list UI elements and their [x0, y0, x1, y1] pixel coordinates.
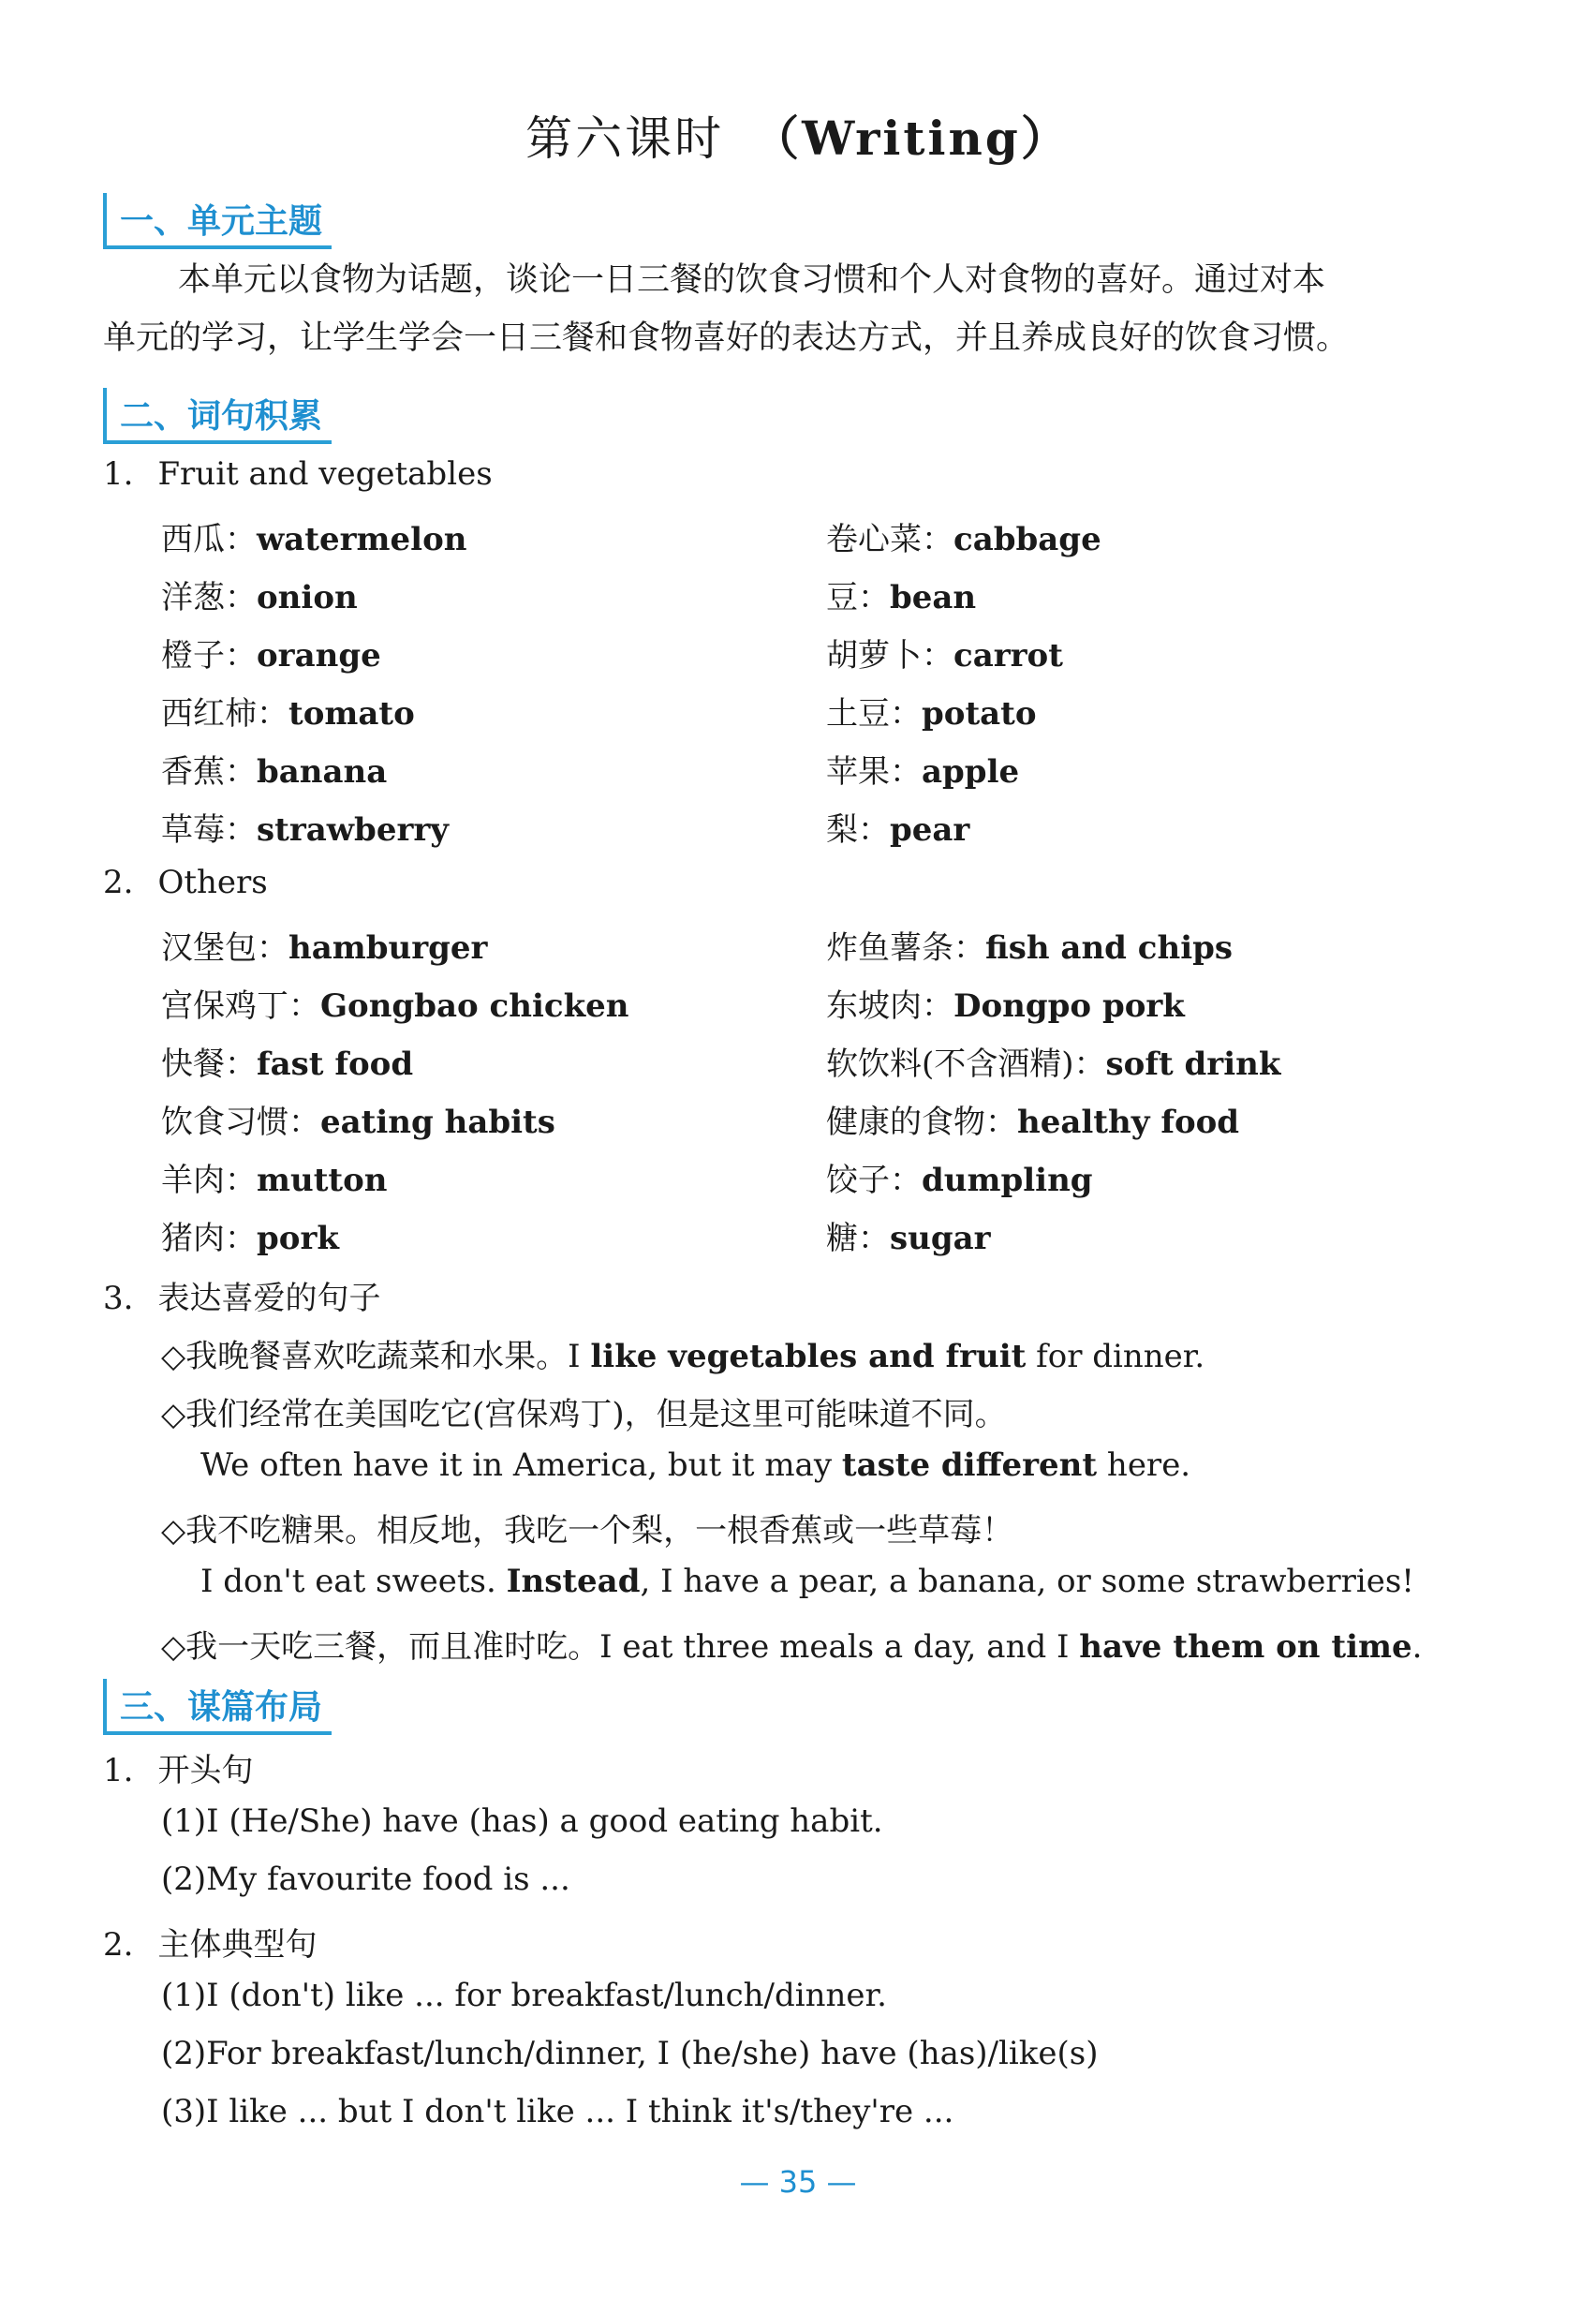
page-title [0, 101, 1596, 169]
vocab-zh: 饺子： [826, 1162, 922, 1199]
vocab-item [161, 1212, 339, 1258]
vocab-zh: 草莓： [161, 811, 257, 849]
vocab-zh: 软饮料(不含酒精)： [826, 1046, 1106, 1083]
vocab-en: potato [922, 695, 1037, 733]
vocab-en: cabbage [953, 521, 1101, 558]
section-3-heading: 三、谋篇布局 [103, 1679, 332, 1735]
vocab-zh: 橙子： [161, 637, 257, 675]
vocab-en: eating habits [320, 1104, 555, 1141]
vocab-en: watermelon [257, 521, 467, 558]
opening-title: 1. 开头句 [103, 1752, 254, 1789]
vocab-item [826, 922, 1233, 968]
vocab-zh: 健康的食物： [826, 1104, 1017, 1141]
section-1-heading: 一、单元主题 [103, 193, 332, 249]
vocab-item [826, 688, 1037, 734]
title-zh: 第六课时 [525, 111, 725, 166]
vocab-en: strawberry [257, 811, 450, 849]
vocab-en: onion [257, 579, 358, 616]
vocab-zh: 饮食习惯： [161, 1104, 320, 1141]
vocab-en: fast food [257, 1046, 414, 1083]
vocab-en: banana [257, 753, 388, 791]
vocab-en: Gongbao chicken [320, 987, 629, 1025]
vocab-item [826, 980, 1185, 1026]
vocab-zh: 猪肉： [161, 1220, 257, 1257]
vocab-item [826, 571, 976, 617]
vocab-item [161, 804, 449, 850]
vocab-item [826, 630, 1063, 675]
vocab-zh: 苹果： [826, 753, 922, 791]
vocab-en: fish and chips [985, 929, 1234, 967]
vocab-en: soft drink [1105, 1046, 1281, 1083]
vocab-zh: 卷心菜： [826, 521, 953, 558]
vocab-zh: 豆： [826, 579, 890, 616]
vocab-en: orange [257, 637, 381, 675]
vocab-en: pear [890, 811, 970, 849]
opening-item-1: (1)I (He/She) have (has) a good eating habit. [161, 1802, 883, 1840]
vocab-item [826, 1038, 1280, 1084]
vocab-zh: 炸鱼薯条： [826, 929, 985, 967]
vocab-en: apple [922, 753, 1020, 791]
sentence-3-en: I don't eat sweets. Instead, I have a pear, a banana, or some strawberries! [200, 1563, 1414, 1600]
sentence-2-zh: ◇我们经常在美国吃它(宫保鸡丁)，但是这里可能味道不同。 [161, 1396, 1007, 1433]
vocab-en: carrot [953, 637, 1063, 675]
vocab-item [826, 1096, 1239, 1142]
vocab-zh: 羊肉： [161, 1162, 257, 1199]
vocab-item [826, 1212, 991, 1258]
group-3-title: 3. 表达喜爱的句子 [103, 1280, 381, 1317]
vocab-item [161, 630, 381, 675]
vocab-zh: 西红柿： [161, 695, 288, 733]
vocab-item [826, 746, 1019, 792]
sentence-2-en: We often have it in America, but it may taste different here. [200, 1446, 1191, 1484]
group-2-title: 2. Others [103, 864, 268, 901]
vocab-item [161, 1096, 555, 1142]
vocab-en: hamburger [288, 929, 488, 967]
vocab-item [161, 1154, 388, 1200]
group-1-title: 1. Fruit and vegetables [103, 455, 493, 493]
vocab-zh: 胡萝卜： [826, 637, 953, 675]
vocab-zh: 快餐： [161, 1046, 257, 1083]
sentence-4: ◇我一天吃三餐，而且准时吃。I eat three meals a day, and I have them on time. [161, 1628, 1423, 1666]
vocab-en: pork [257, 1220, 339, 1257]
vocab-en: bean [890, 579, 977, 616]
vocab-zh: 汉堡包： [161, 929, 288, 967]
theme-line-2: 单元的学习，让学生学会一日三餐和食物喜好的表达方式，并且养成良好的饮食习惯。 [103, 319, 1350, 357]
vocab-zh: 土豆： [826, 695, 922, 733]
vocab-zh: 西瓜： [161, 521, 257, 558]
title-en: （Writing） [752, 111, 1071, 166]
vocab-zh: 香蕉： [161, 753, 257, 791]
vocab-item [826, 513, 1101, 559]
vocab-item [161, 1038, 413, 1084]
vocab-en: dumpling [922, 1162, 1093, 1199]
page-number: — 35 — [739, 2164, 857, 2200]
vocab-item [161, 571, 358, 617]
vocab-item [161, 980, 628, 1026]
vocab-item [161, 513, 466, 559]
body-item-3: (3)I like ... but I don't like ... I think it's/they're ... [161, 2093, 954, 2130]
opening-item-2: (2)My favourite food is ... [161, 1861, 570, 1898]
vocab-en: Dongpo pork [953, 987, 1185, 1025]
vocab-item [826, 804, 969, 850]
vocab-zh: 梨： [826, 811, 890, 849]
vocab-zh: 洋葱： [161, 579, 257, 616]
vocab-zh: 糖： [826, 1220, 890, 1257]
vocab-zh: 东坡肉： [826, 987, 953, 1025]
vocab-en: healthy food [1017, 1104, 1240, 1141]
body-item-1: (1)I (don't) like ... for breakfast/lunch/dinner. [161, 1977, 887, 2014]
section-2-heading: 二、词句积累 [103, 388, 332, 444]
body-item-2: (2)For breakfast/lunch/dinner, I (he/she) have (has)/like(s) [161, 2035, 1099, 2072]
sentence-3-zh: ◇我不吃糖果。相反地，我吃一个梨，一根香蕉或一些草莓！ [161, 1512, 1014, 1550]
vocab-item [161, 688, 415, 734]
sentence-1: ◇我晚餐喜欢吃蔬菜和水果。I like vegetables and fruit for dinner. [161, 1338, 1205, 1375]
vocab-en: tomato [288, 695, 415, 733]
vocab-en: sugar [890, 1220, 991, 1257]
vocab-en: mutton [257, 1162, 388, 1199]
vocab-zh: 宫保鸡丁： [161, 987, 320, 1025]
vocab-item [161, 746, 387, 792]
vocab-item [826, 1154, 1093, 1200]
body-title: 2. 主体典型句 [103, 1926, 318, 1964]
vocab-item [161, 922, 487, 968]
theme-line-1: 本单元以食物为话题，谈论一日三餐的饮食习惯和个人对食物的喜好。通过对本 [178, 261, 1326, 299]
